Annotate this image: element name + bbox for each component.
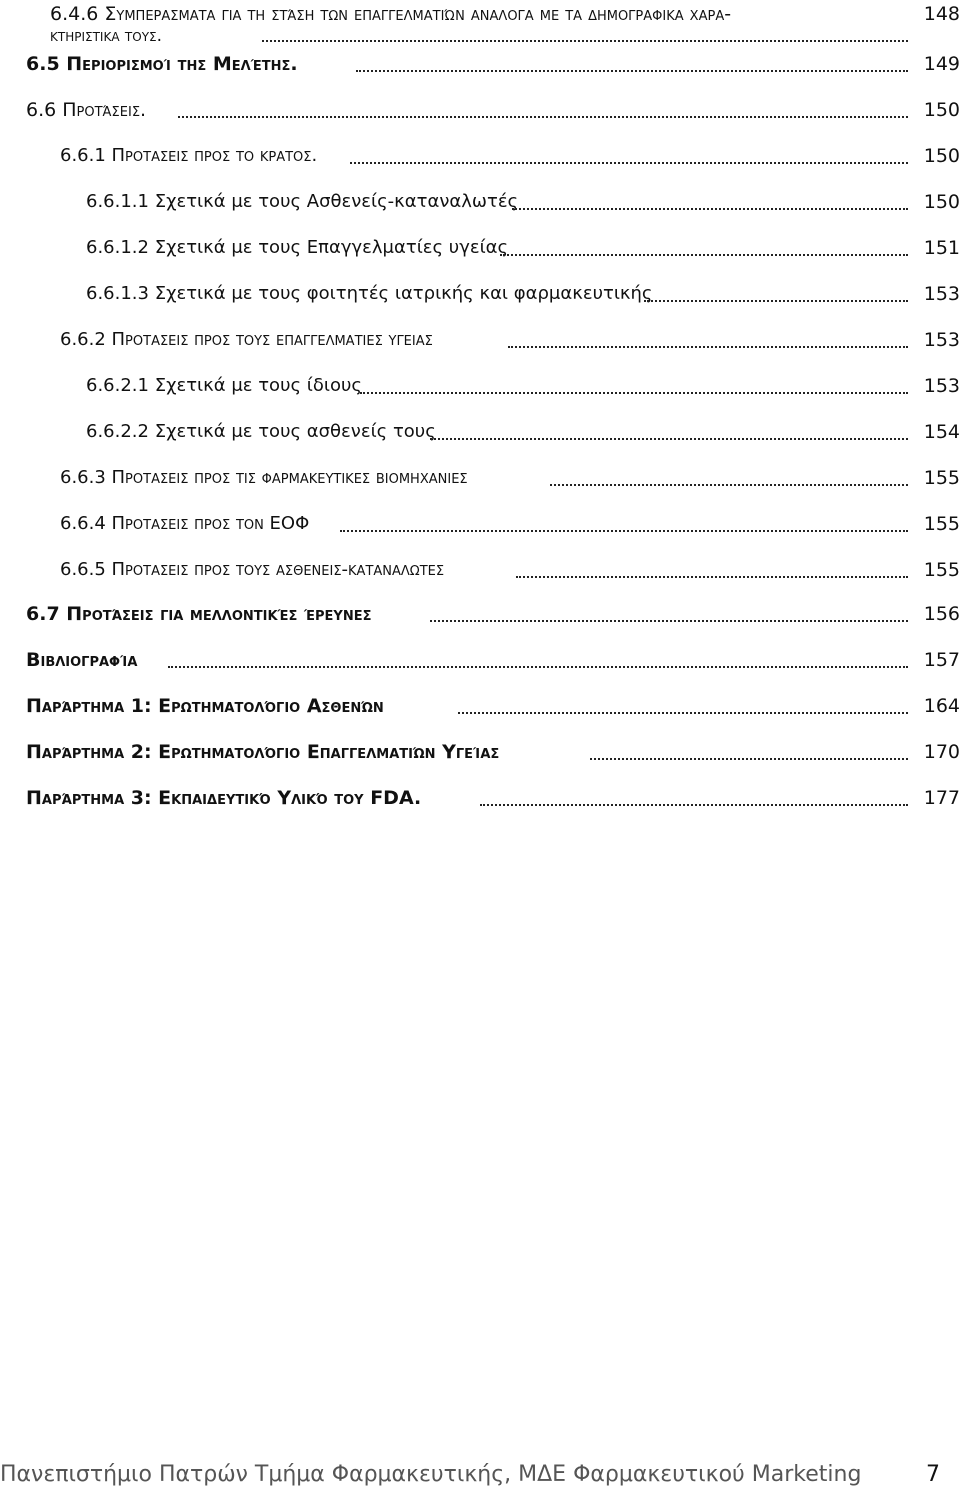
toc-page-number: 154 [923,421,960,443]
dot-leader [430,620,908,622]
toc-entry-title: 6.4.6 Συμπερασματα για τη στάση των επαγγελματιών αναλογα με τα δημογραφικα χαρα- [50,3,732,25]
dot-leader [512,208,908,210]
dot-leader [430,438,908,440]
dot-leader [550,484,908,486]
toc-entry-title: 6.6 Προτάσεις. [26,99,147,121]
toc-entry[interactable] [0,142,960,172]
toc-entry-title: 6.6.2.1 Σχετικά με τους ίδιους [86,375,362,396]
toc-page-number: 150 [923,99,960,121]
toc-entry[interactable] [0,234,960,264]
toc-entry[interactable] [0,600,960,630]
toc-entry-title: Παράρτημα 1: Ερωτηματολόγιο Ασθενών [26,695,384,717]
toc-entry[interactable] [0,510,960,540]
toc-page-number: 149 [923,53,960,75]
toc-entry[interactable] [0,464,960,494]
toc-page-number: 157 [923,649,960,671]
toc-entry-title: 6.6.1 Προτασεις προς το κρατος. [60,145,318,166]
toc-page-number: 155 [923,513,960,535]
toc-entry[interactable] [0,96,960,126]
dot-leader [356,70,908,72]
toc-entry[interactable] [0,188,960,218]
toc-page-number: 177 [923,787,960,809]
toc-page-number: 153 [923,375,960,397]
toc-page-number: 150 [923,145,960,167]
toc-entry-title: 6.5 Περιορισμοί της Μελέτης. [26,53,298,75]
toc-page-number: 148 [923,3,960,25]
dot-leader [262,40,908,42]
toc-entry-title: 6.6.1.2 Σχετικά με τους Επαγγελματίες υγείας [86,237,509,258]
toc-entry[interactable] [0,784,960,814]
dot-leader [350,162,908,164]
dot-leader [644,300,908,302]
toc-page-number: 150 [923,191,960,213]
toc-entry-title: 6.6.2.2 Σχετικά με τους ασθενείς τους [86,421,436,442]
toc-entry[interactable] [0,326,960,356]
toc-entry[interactable] [0,280,960,310]
toc-entry-title: 6.6.1.3 Σχετικά με τους φοιτητές ιατρικής και φαρμακευτικής [86,283,653,304]
dot-leader [500,254,908,256]
toc-entry-title: 6.6.2 Προτασεις προς τους επαγγελματιες υγειας [60,329,433,350]
toc-entry[interactable] [0,372,960,402]
footer-page-number: 7 [926,1462,940,1487]
toc-entry-title: 6.6.3 Προτασεις προς τις φαρμακευτικες βιομηχανιες [60,467,468,488]
toc-entry-title: Παράρτημα 3: Εκπαιδευτικό Υλικό του FDA. [26,787,422,809]
toc-entry-title: 6.6.4 Προτασεις προς τον ΕΟΦ [60,513,310,534]
dot-leader [590,758,908,760]
footer-text: Πανεπιστήμιο Πατρών Τμήμα Φαρμακευτικής, ΜΔΕ Φαρμακευτικού Marketing [0,1462,862,1487]
dot-leader [508,346,908,348]
toc-page-number: 155 [923,559,960,581]
dot-leader [178,116,908,118]
toc-entry[interactable] [0,50,960,80]
dot-leader [360,392,908,394]
toc-page-number: 153 [923,283,960,305]
dot-leader [168,666,908,668]
toc-entry[interactable] [0,418,960,448]
dot-leader [458,712,908,714]
toc-entry[interactable] [0,0,960,54]
toc-page-number: 153 [923,329,960,351]
dot-leader [480,804,908,806]
dot-leader [340,530,908,532]
toc-page-number: 164 [923,695,960,717]
toc-page-number: 155 [923,467,960,489]
toc-entry[interactable] [0,556,960,586]
toc-entry-title: Παράρτημα 2: Ερωτηματολόγιο Επαγγελματιών Υγείας [26,741,500,763]
toc-entry-title: 6.7 Προτάσεις για μελλοντικές έρευνες [26,603,372,625]
toc-entry[interactable] [0,738,960,768]
page-footer [0,1462,960,1492]
toc-page-number: 151 [923,237,960,259]
toc-entry[interactable] [0,646,960,676]
dot-leader [516,576,908,578]
toc-entry-title: 6.6.1.1 Σχετικά με τους Ασθενείς-καταναλωτές [86,191,519,212]
toc-page-number: 170 [923,741,960,763]
toc-entry-title-continued: κτηριστικα τους. [50,26,163,46]
toc-page-number: 156 [923,603,960,625]
toc-entry-title: Βιβλιογραφία [26,649,138,671]
toc-entry-title: 6.6.5 Προτασεις προς τους ασθενεις-καταναλωτες [60,559,445,580]
toc-entry[interactable] [0,692,960,722]
